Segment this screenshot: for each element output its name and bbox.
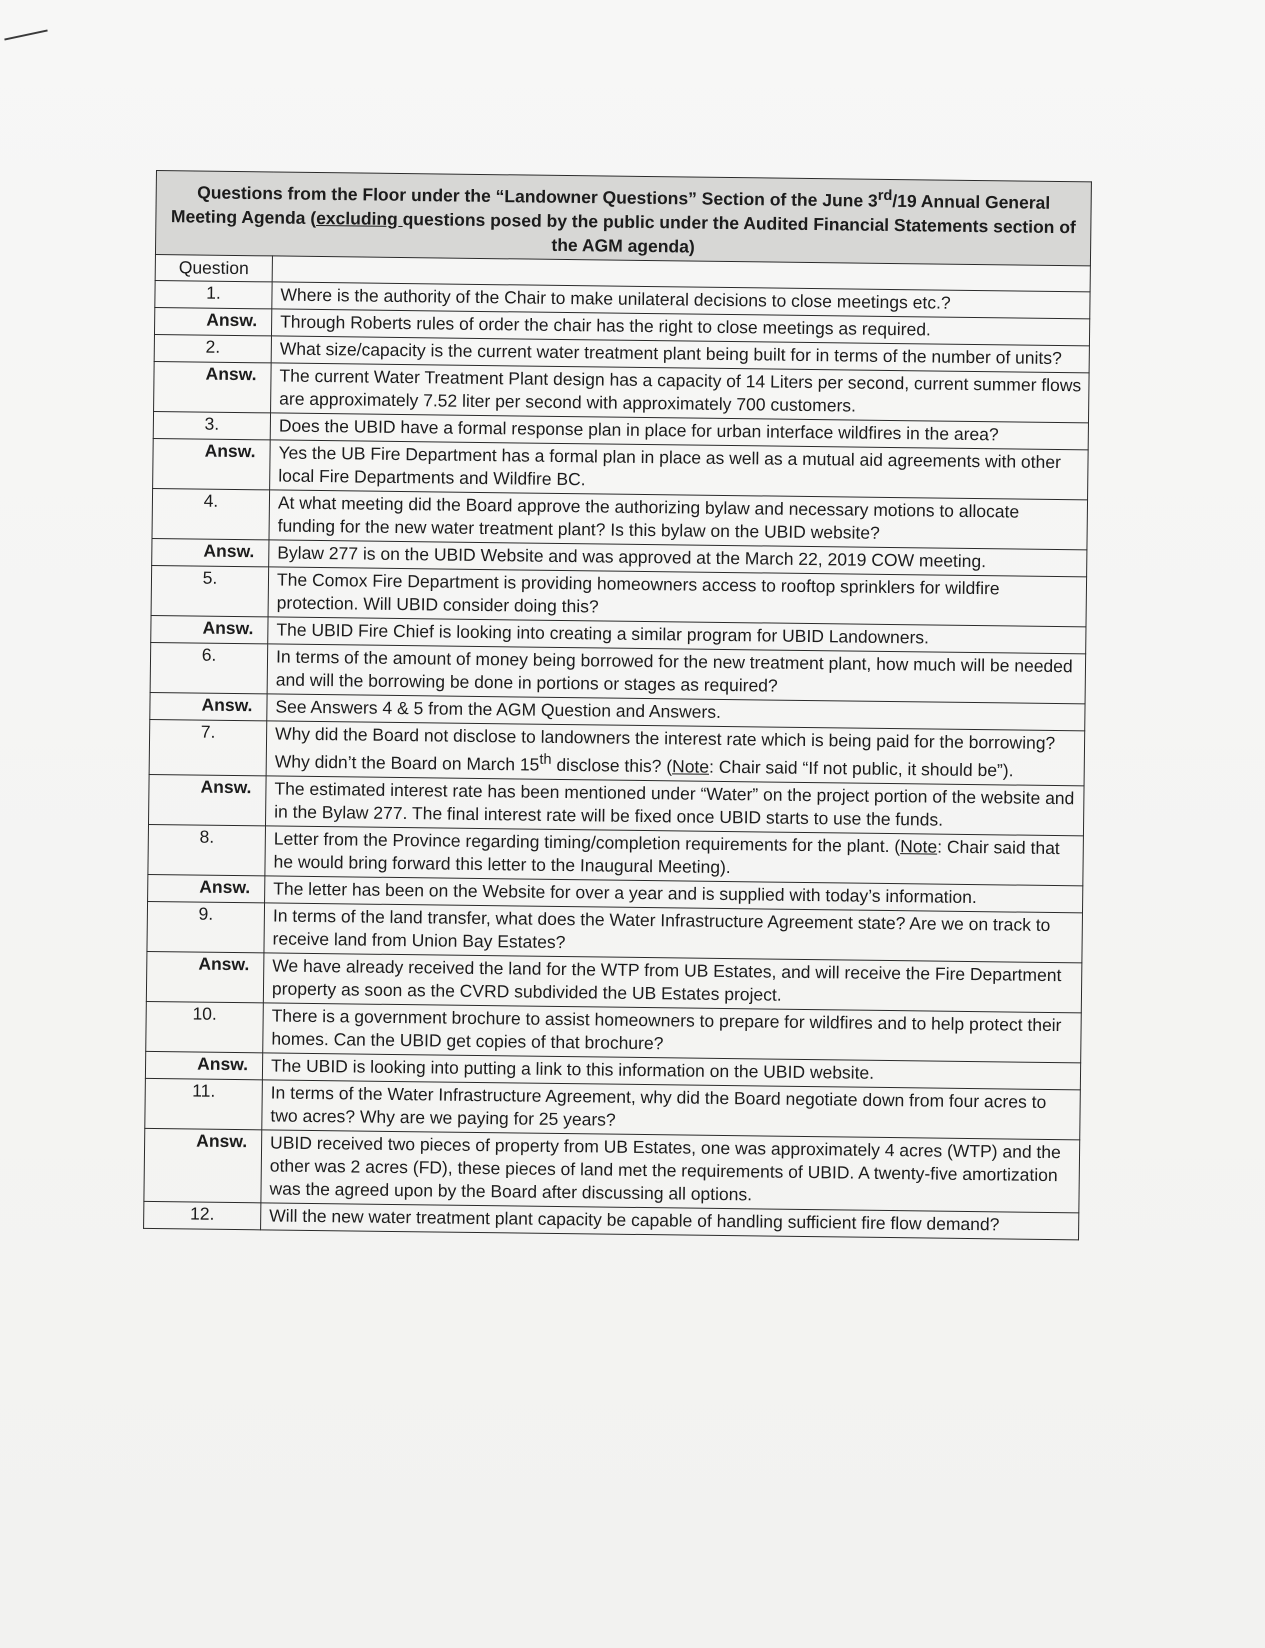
row-label: 10.: [146, 1001, 264, 1052]
row-label: Answ.: [150, 692, 267, 720]
row-label: 4.: [152, 488, 270, 539]
question-text: In terms of the Water Infrastructure Agreement, why did the Board negotiate down from four acres to two acres? Why are we paying for 25 years?: [262, 1080, 1081, 1140]
row-label: 7.: [149, 719, 267, 775]
row-label: Answ.: [146, 951, 264, 1002]
question-text: At what meeting did the Board approve the authorizing bylaw and necessary motions to allocate funding for the new water treatment plant? Is this bylaw on the UBID website?: [269, 490, 1088, 550]
row-label: Answ.: [148, 874, 265, 902]
question-text: Does the UBID have a formal response plan in place for urban interface wildfires in the area?: [270, 413, 1088, 450]
answer-text: See Answers 4 & 5 from the AGM Question and Answers.: [267, 694, 1085, 731]
row-label: Answ.: [145, 1051, 262, 1079]
row-label: 9.: [147, 901, 265, 952]
answer-text: Yes the UB Fire Department has a formal plan in place as well as a mutual aid agreements with other local Fire Departments and Wildfire BC.: [270, 440, 1089, 500]
table-row: [144, 1128, 1080, 1212]
row-label: 2.: [154, 334, 271, 362]
row-label: 3.: [153, 411, 270, 439]
answer-text: The UBID is looking into putting a link to this information on the UBID website.: [262, 1053, 1080, 1090]
row-label: Answ.: [144, 1128, 262, 1202]
row-label: Answ.: [151, 615, 268, 643]
question-text: Why did the Board not disclose to landowners the interest rate which is being paid for the borrowing? Why didn’t the Board on March 15th disclose this? (Note: Chair said “If not public, it should be”).: [266, 721, 1085, 786]
question-text: Letter from the Province regarding timing/completion requirements for the plant. (Note: Chair said that he would bring forward this letter to the Inaugural Meeting).: [265, 826, 1084, 886]
answer-text: The estimated interest rate has been mentioned under “Water” on the project portion of the website and in the Bylaw 277. The final interest rate will be fixed once UBID starts to use the funds.: [265, 776, 1084, 836]
answer-text: The UBID Fire Chief is looking into creating a similar program for UBID Landowners.: [268, 617, 1086, 654]
answer-text: Through Roberts rules of order the chair has the right to close meetings as required.: [271, 309, 1089, 346]
row-label: 6.: [150, 642, 268, 693]
row-label: Answ.: [153, 438, 271, 489]
row-label: 1.: [155, 280, 272, 308]
questions-table: [143, 170, 1092, 1240]
question-text: Will the new water treatment plant capacity be capable of handling sufficient fire flow demand?: [261, 1203, 1079, 1240]
row-label: Answ.: [154, 307, 271, 335]
answer-text: The letter has been on the Website for over a year and is supplied with today’s information.: [265, 876, 1083, 913]
row-label: 11.: [145, 1078, 263, 1129]
column-header-question: Question: [155, 254, 272, 281]
scan-edge-mark: [4, 29, 47, 40]
question-text: There is a government brochure to assist homeowners to prepare for wildfires and to help protect their homes. Can the UBID get copies of that brochure?: [263, 1003, 1082, 1063]
question-text: In terms of the land transfer, what does the Water Infrastructure Agreement state? Are we on track to receive land from Union Bay Estates?: [264, 903, 1083, 963]
row-label: 12.: [144, 1201, 261, 1229]
question-text: What size/capacity is the current water treatment plant being built for in terms of the number of units?: [271, 336, 1089, 373]
table-title: Questions from the Floor under the “Landowner Questions” Section of the June 3rd/19 Annual General Meeting Agenda (excluding questions posed by the public under the Audited Financial Statements section of the AGM agenda): [155, 171, 1091, 266]
question-text: Where is the authority of the Chair to make unilateral decisions to close meetings etc.?: [272, 282, 1090, 319]
question-text: In terms of the amount of money being borrowed for the new treatment plant, how much will be needed and will the borrowing be done in portions or stages as required?: [267, 644, 1086, 704]
row-label: Answ.: [152, 538, 269, 566]
row-label: Answ.: [154, 361, 272, 412]
question-text: The Comox Fire Department is providing homeowners access to rooftop sprinklers for wildfire protection. Will UBID consider doing this?: [268, 567, 1087, 627]
answer-text: Bylaw 277 is on the UBID Website and was approved at the March 22, 2019 COW meeting.: [269, 540, 1087, 577]
row-label: 5.: [151, 565, 269, 616]
row-label: 8.: [148, 824, 266, 875]
row-label: Answ.: [149, 774, 267, 825]
answer-text: UBID received two pieces of property from UB Estates, one was approximately 4 acres (WTP) and the other was 2 acres (FD), these pieces of land met the requirements of UBID. A twenty-five amortization was the agreed upon by the Board after discussing all options.: [261, 1130, 1080, 1213]
table-title-row: [155, 171, 1091, 266]
answer-text: The current Water Treatment Plant design has a capacity of 14 Liters per second, current summer flows are approximately 7.52 liter per second with approximately 700 customers.: [271, 363, 1090, 423]
answer-text: We have already received the land for the WTP from UB Estates, and will receive the Fire Department property as soon as the CVRD subdivided the UB Estates project.: [263, 953, 1082, 1013]
